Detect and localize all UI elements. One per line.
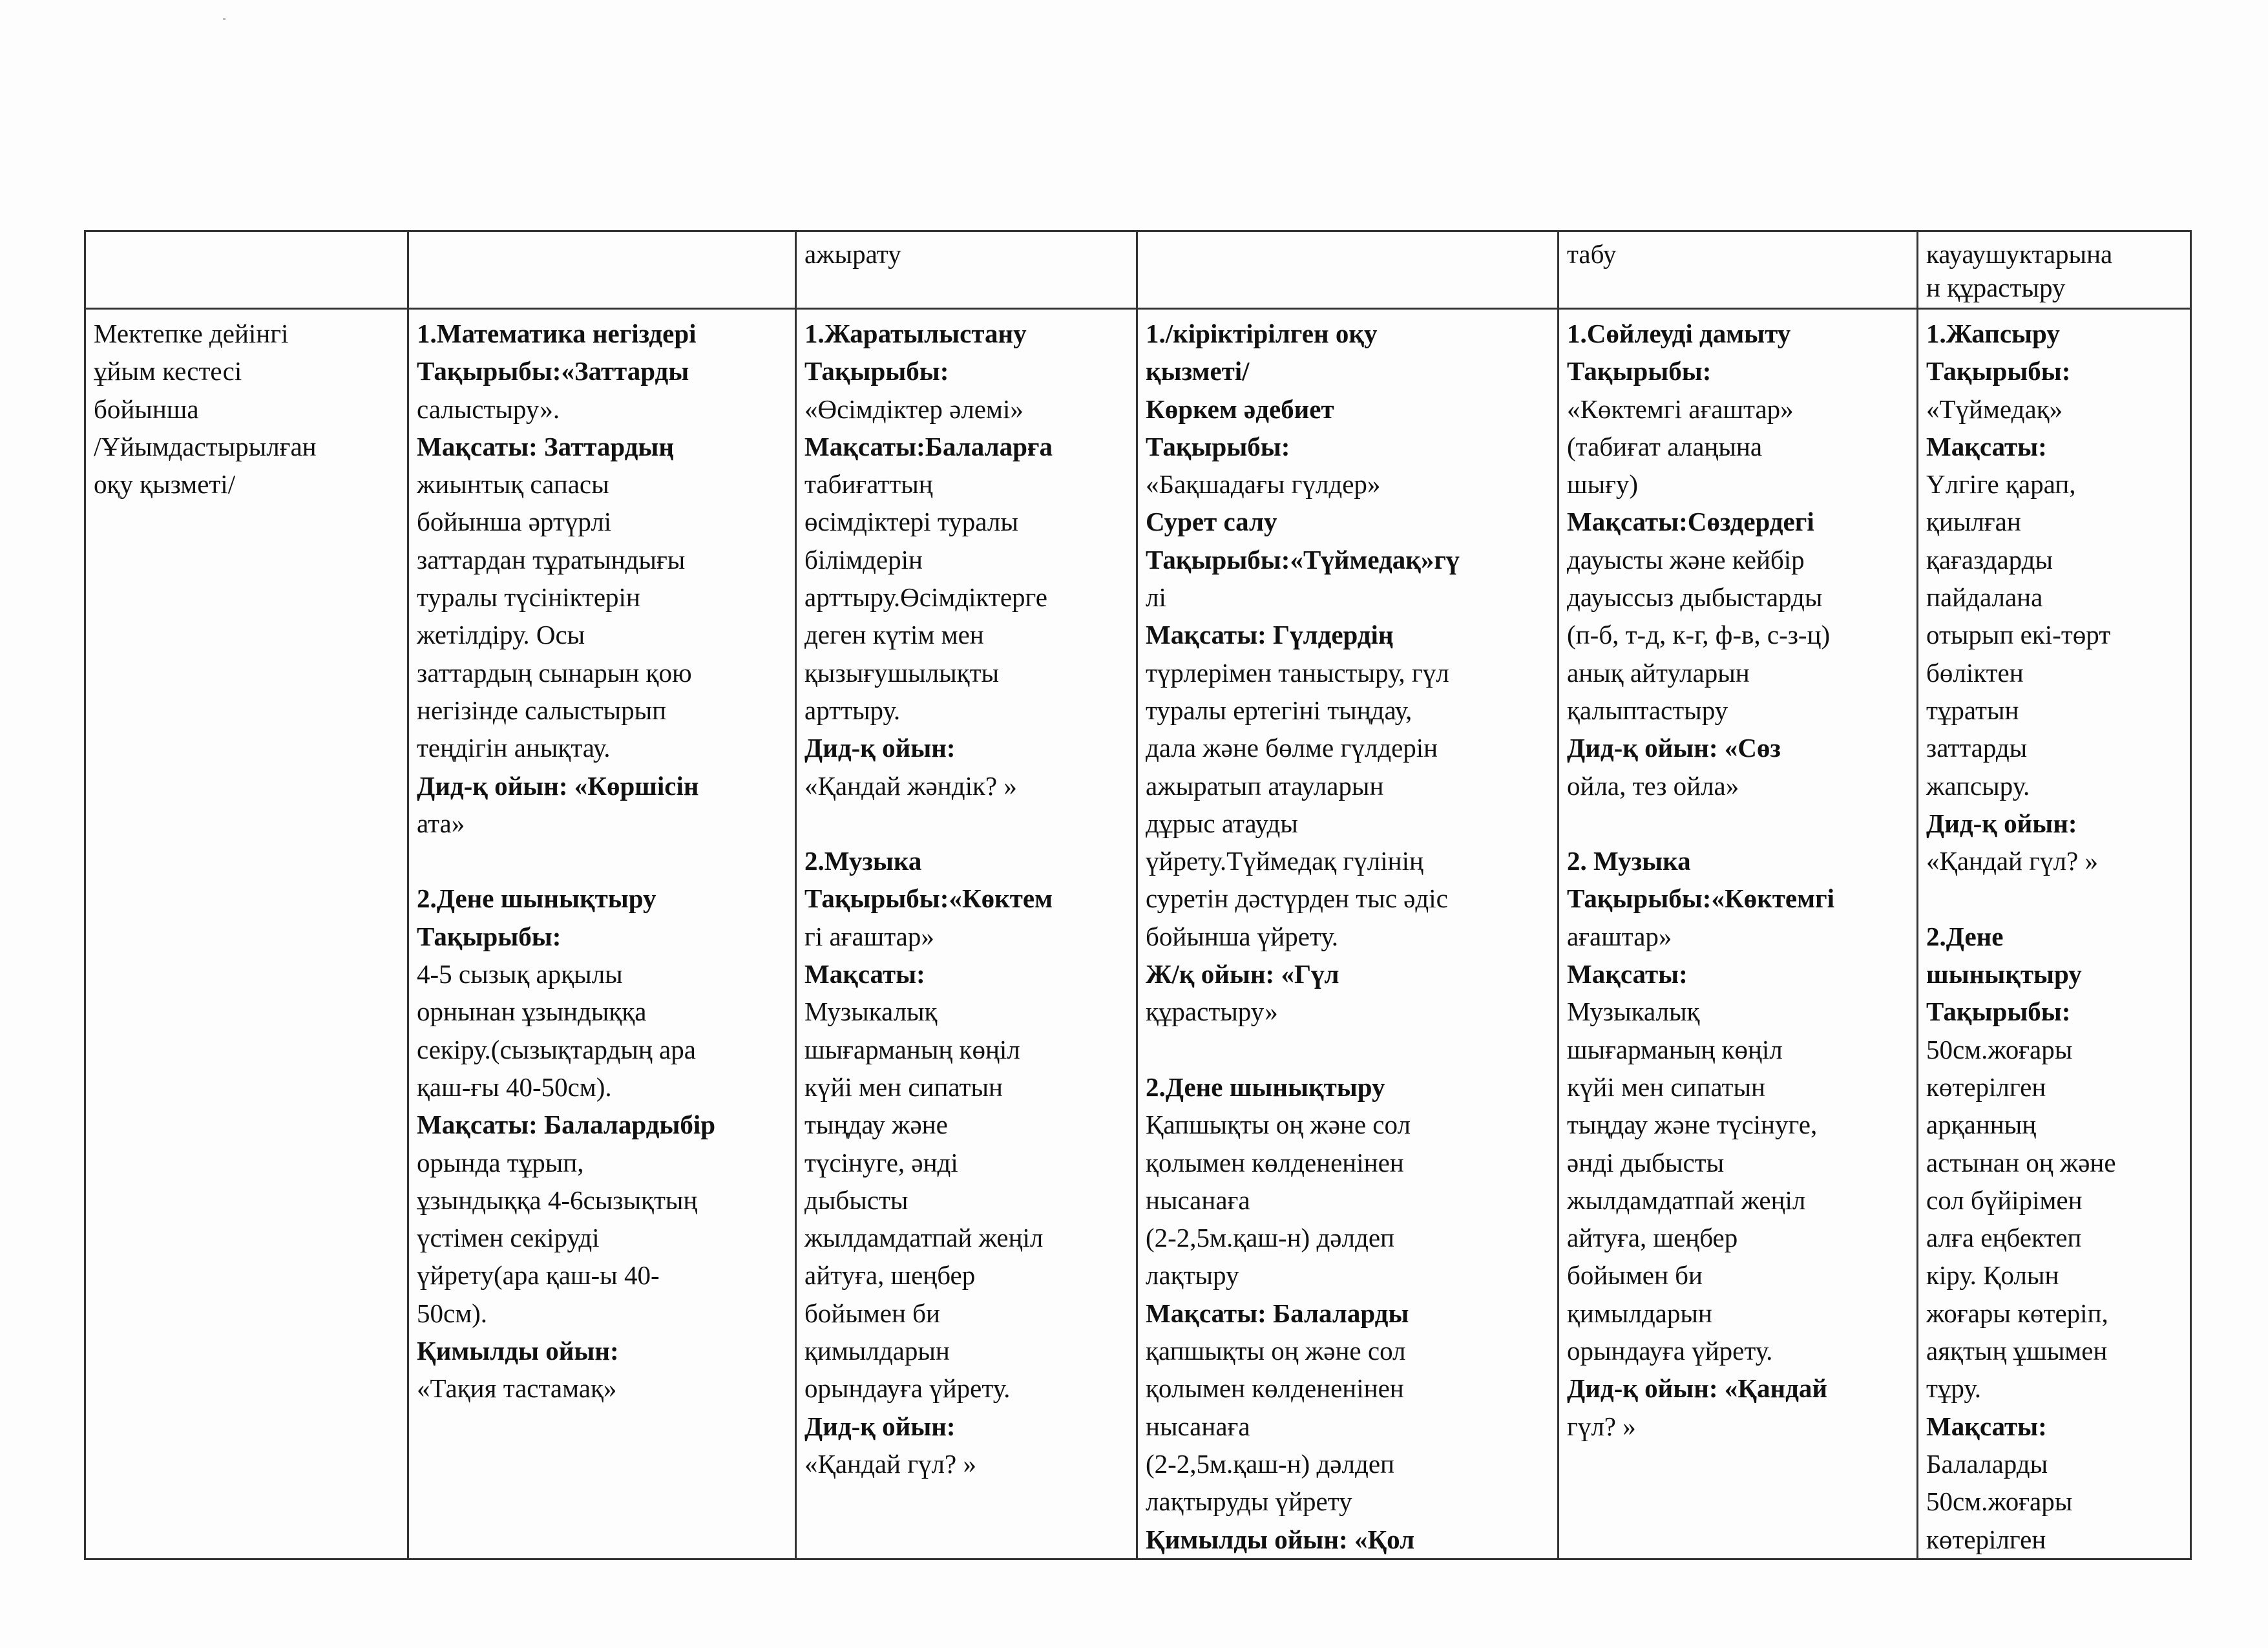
text-line: айтуға, шеңбер [1567, 1223, 1738, 1253]
blank-line [1567, 805, 1910, 842]
text-line: орындауға үйрету. [1567, 1336, 1773, 1366]
text-line: салыстыру». [417, 394, 560, 424]
text-line: жапсыру. [1926, 770, 2030, 801]
text-line: «Қандай гүл? » [804, 1448, 976, 1479]
text-line: /Ұйымдастырылған [94, 431, 317, 461]
text-line: «Өсімдіктер әлемі» [804, 394, 1024, 424]
text-line: орнынан ұзындыққа [417, 997, 647, 1027]
heading-line: 2.Дене шынықтыру [1146, 1072, 1385, 1102]
header-cell-3: ажырату [796, 231, 1137, 309]
text-line: «Түймедақ» [1926, 394, 2063, 424]
text-line: Балаларды [1926, 1448, 2048, 1479]
text-line: қаш-ғы 40-50см). [417, 1072, 612, 1102]
heading-line: 1.Жапсыру [1926, 319, 2060, 348]
heading-line: Мақсаты: Балалардыбір [417, 1110, 716, 1140]
heading-line: 2.Дене [1926, 921, 2004, 951]
text-line: анық айтуларын [1567, 657, 1750, 688]
header-row [85, 231, 2191, 309]
text-line: айтуға, шеңбер [804, 1260, 976, 1291]
text-line: деген күтім мен [804, 620, 984, 650]
text-line: дыбысты [804, 1185, 908, 1215]
text-line: 4-5 сызық арқылы [417, 959, 623, 989]
text-line: қолымен көлдененінен [1146, 1373, 1404, 1404]
text-line: дауысты және кейбір [1567, 544, 1805, 575]
heading-line: Мақсаты: [1926, 1411, 2047, 1441]
text-line: бойынша үйрету. [1146, 921, 1338, 951]
heading-line: қызметі/ [1146, 356, 1250, 386]
text-line: ұзындыққа 4-6сызықтың [417, 1185, 698, 1215]
header-cell-6: кауаушуктарына н құрастыру [1918, 231, 2191, 309]
scan-dot [223, 18, 226, 20]
text-line: секіру.(сызықтардың ара [417, 1034, 696, 1064]
text-line: негізінде салыстырып [417, 695, 667, 725]
text-line: бөліктен [1926, 657, 2024, 688]
heading-line: Мақсаты:Сөздердегі [1567, 507, 1814, 537]
heading-line: Қимылды ойын: «Қол [1146, 1524, 1415, 1554]
text-line: пайдалана [1926, 582, 2043, 613]
text-line: туралы түсініктерін [417, 582, 640, 613]
text-line: шығарманың көңіл [804, 1034, 1020, 1064]
text-line: ажыратып атауларын [1146, 770, 1384, 801]
heading-line: Мақсаты: Заттардың [417, 431, 675, 461]
blank-line [417, 842, 788, 880]
blank-line [1926, 880, 2183, 917]
heading-line: Тақырыбы:«Заттарды [417, 356, 689, 386]
text-line: тұратын [1926, 695, 2019, 725]
heading-line: Мақсаты: [1567, 959, 1688, 989]
text-line: нысанаға [1146, 1411, 1250, 1441]
content-row [85, 309, 2191, 1559]
text-line: суретін дәстүрден тыс әдіс [1146, 883, 1448, 914]
text-line: ата» [417, 808, 465, 838]
text-line: астынан оң және [1926, 1147, 2116, 1178]
text-line: «Тақия тастамақ» [417, 1373, 617, 1404]
activity-cell-2 [408, 309, 796, 1559]
text-line: күйі мен сипатын [804, 1072, 1003, 1102]
text-line: дауыссыз дыбыстарды [1567, 582, 1823, 613]
heading-line: Дид-қ ойын: «Қандай [1567, 1373, 1827, 1404]
heading-line: Тақырыбы: [1926, 997, 2071, 1027]
text-line: әнді дыбысты [1567, 1147, 1725, 1178]
activity-cell-6 [1918, 309, 2191, 1559]
text-line: Музыкалық [804, 997, 938, 1027]
text-line: лі [1146, 582, 1166, 613]
heading-line: Мақсаты: Гүлдердің [1146, 620, 1394, 650]
text-line: жылдамдатпай жеңіл [804, 1223, 1044, 1253]
heading-line: Ж/қ ойын: «Гүл [1146, 959, 1339, 989]
text-line: түсінуге, әнді [804, 1147, 958, 1178]
text-line: кіру. Қолын [1926, 1260, 2059, 1291]
heading-line: Тақырыбы: [1926, 356, 2071, 386]
text-line: түрлерімен таныстыру, гүл [1146, 657, 1449, 688]
text-line: шығарманың көңіл [1567, 1034, 1783, 1064]
heading-line: Мақсаты: Балаларды [1146, 1298, 1409, 1328]
text-line: орындауға үйрету. [804, 1373, 1011, 1404]
activity-cell-4 [1137, 309, 1559, 1559]
text-line: аяқтың ұшымен [1926, 1336, 2108, 1366]
text-line: «Көктемгі ағаштар» [1567, 394, 1794, 424]
text-line: қапшықты оң және сол [1146, 1336, 1406, 1366]
text-line: қимылдарын [1567, 1298, 1712, 1328]
text-line: бойымен би [804, 1298, 940, 1328]
blank-line [804, 805, 1129, 842]
text-line: 50см.жоғары [1926, 1486, 2073, 1517]
blank-line [1146, 1031, 1551, 1068]
heading-line: 2.Музыка [804, 846, 922, 876]
text-line: үстімен секіруді [417, 1223, 600, 1253]
text-line: дала және бөлме гүлдерін [1146, 733, 1438, 763]
heading-line: Дид-қ ойын: [804, 1411, 956, 1441]
text-line: бойынша [94, 394, 199, 424]
text-line: Үлгіге қарап, [1926, 469, 2076, 500]
text-line: (2-2,5м.қаш-н) дәлдеп [1146, 1223, 1394, 1253]
heading-line: Мақсаты:Балаларға [804, 431, 1053, 461]
text-line: тұру. [1926, 1373, 1982, 1404]
text-line: оқу қызметі/ [94, 469, 236, 500]
text-line: лақтыру [1146, 1260, 1239, 1291]
text-line: лақтыруды үйрету [1146, 1486, 1352, 1517]
text-line: күйі мен сипатын [1567, 1072, 1765, 1102]
text-line: арттыру. [804, 695, 901, 725]
text-line: арттыру.Өсімдіктерге [804, 582, 1048, 613]
text-line: қолымен көлдененінен [1146, 1147, 1404, 1178]
text-line: қимылдарын [804, 1336, 950, 1366]
text-line: (п-б, т-д, к-г, ф-в, с-з-ц) [1567, 620, 1831, 650]
text-line: бойынша әртүрлі [417, 507, 612, 537]
heading-line: Тақырыбы:«Түймедақ»гү [1146, 544, 1460, 575]
text-line: сол бүйірімен [1926, 1185, 2083, 1215]
heading-line: 2.Дене шынықтыру [417, 883, 656, 914]
heading-line: 1.Сөйлеуді дамыту [1567, 319, 1791, 348]
text-line: жетілдіру. Осы [417, 620, 585, 650]
text-line: заттарды [1926, 733, 2028, 763]
text-line: Мектепке дейінгі [94, 319, 289, 348]
heading-line: Тақырыбы: [804, 356, 949, 386]
text-line: арқанның [1926, 1110, 2037, 1140]
text-line: көтерілген [1926, 1072, 2046, 1102]
heading-line: Қимылды ойын: [417, 1336, 619, 1366]
text-line: ойла, тез ойла» [1567, 770, 1739, 801]
header-cell-2 [408, 231, 796, 309]
text-line: орында тұрып, [417, 1147, 584, 1178]
text-line: «Қандай жәндік? » [804, 770, 1017, 801]
text-line: заттардан тұратындығы [417, 544, 686, 575]
text-line: үйрету(ара қаш-ы 40- [417, 1260, 660, 1291]
text-line: заттардың сынарын қою [417, 657, 692, 688]
text-line: тыңдау және [804, 1110, 948, 1140]
text-line: қағаздарды [1926, 544, 2053, 575]
heading-line: Дид-қ ойын: [1926, 808, 2077, 838]
heading-line: Көркем әдебиет [1146, 394, 1334, 424]
text-line: шығу) [1567, 469, 1639, 500]
text-line: табиғаттың [804, 469, 933, 500]
header-cell-5: табу [1559, 231, 1918, 309]
text-line: дұрыс атауды [1146, 808, 1298, 838]
heading-line: шынықтыру [1926, 959, 2082, 989]
text-line: теңдігін анықтау. [417, 733, 611, 763]
activity-cell-5 [1559, 309, 1918, 1559]
text-line: нысанаға [1146, 1185, 1250, 1215]
header-cell-4 [1137, 231, 1559, 309]
heading-line: Дид-қ ойын: «Көршісін [417, 770, 699, 801]
text-line: гүл? » [1567, 1411, 1636, 1441]
heading-line: 1.Жаратылыстану [804, 319, 1027, 348]
text-line: «Бақшадағы гүлдер» [1146, 469, 1381, 500]
text-line: қиылған [1926, 507, 2021, 537]
text-line: отырып екі-төрт [1926, 620, 2111, 650]
heading-line: 1./кіріктірілген оқу [1146, 319, 1378, 348]
heading-line: 2. Музыка [1567, 846, 1691, 876]
activity-cell-3 [796, 309, 1137, 1559]
text-line: ұйым кестесі [94, 356, 242, 386]
heading-line: Тақырыбы: [1146, 431, 1290, 461]
text-line: құрастыру» [1146, 997, 1278, 1027]
schedule-table [84, 230, 2192, 1560]
heading-line: Тақырыбы:«Көктем [804, 883, 1053, 914]
text-line: көтерілген [1926, 1524, 2046, 1554]
heading-line: Сурет салу [1146, 507, 1277, 537]
text-line: жылдамдатпай жеңіл [1567, 1185, 1806, 1215]
text-line: қызығушылықты [804, 657, 1000, 688]
text-line: тыңдау және түсінуге, [1567, 1110, 1818, 1140]
header-cell-1 [85, 231, 408, 309]
heading-line: Мақсаты: [1926, 431, 2047, 461]
text-line: (2-2,5м.қаш-н) дәлдеп [1146, 1448, 1394, 1479]
text-line: (табиғат алаңына [1567, 431, 1763, 461]
heading-line: Дид-қ ойын: [804, 733, 956, 763]
heading-line: Тақырыбы: [1567, 356, 1712, 386]
text-line: алға еңбектеп [1926, 1223, 2082, 1253]
text-line: жоғары көтеріп, [1926, 1298, 2108, 1328]
text-line: қалыптастыру [1567, 695, 1728, 725]
text-line: жиынтық сапасы [417, 469, 609, 500]
text-line: 50см). [417, 1298, 488, 1328]
heading-line: Тақырыбы: [417, 921, 562, 951]
heading-line: Дид-қ ойын: «Сөз [1567, 733, 1781, 763]
text-line: бойымен би [1567, 1260, 1703, 1291]
text-line: ағаштар» [1567, 921, 1672, 951]
text-line: «Қандай гүл? » [1926, 846, 2098, 876]
heading-line: Тақырыбы:«Көктемгі [1567, 883, 1835, 914]
activity-cell-1 [85, 309, 408, 1559]
text-line: үйрету.Түймедақ гүлінің [1146, 846, 1423, 876]
heading-line: Мақсаты: [804, 959, 925, 989]
heading-line: 1.Математика негіздері [417, 319, 697, 348]
text-line: 50см.жоғары [1926, 1034, 2073, 1064]
text-line: өсімдіктері туралы [804, 507, 1018, 537]
text-line: туралы ертегіні тыңдау, [1146, 695, 1412, 725]
text-line: Музыкалық [1567, 997, 1700, 1027]
text-line: гі ағаштар» [804, 921, 934, 951]
text-line: Қапшықты оң және сол [1146, 1110, 1411, 1140]
text-line: білімдерін [804, 544, 923, 575]
